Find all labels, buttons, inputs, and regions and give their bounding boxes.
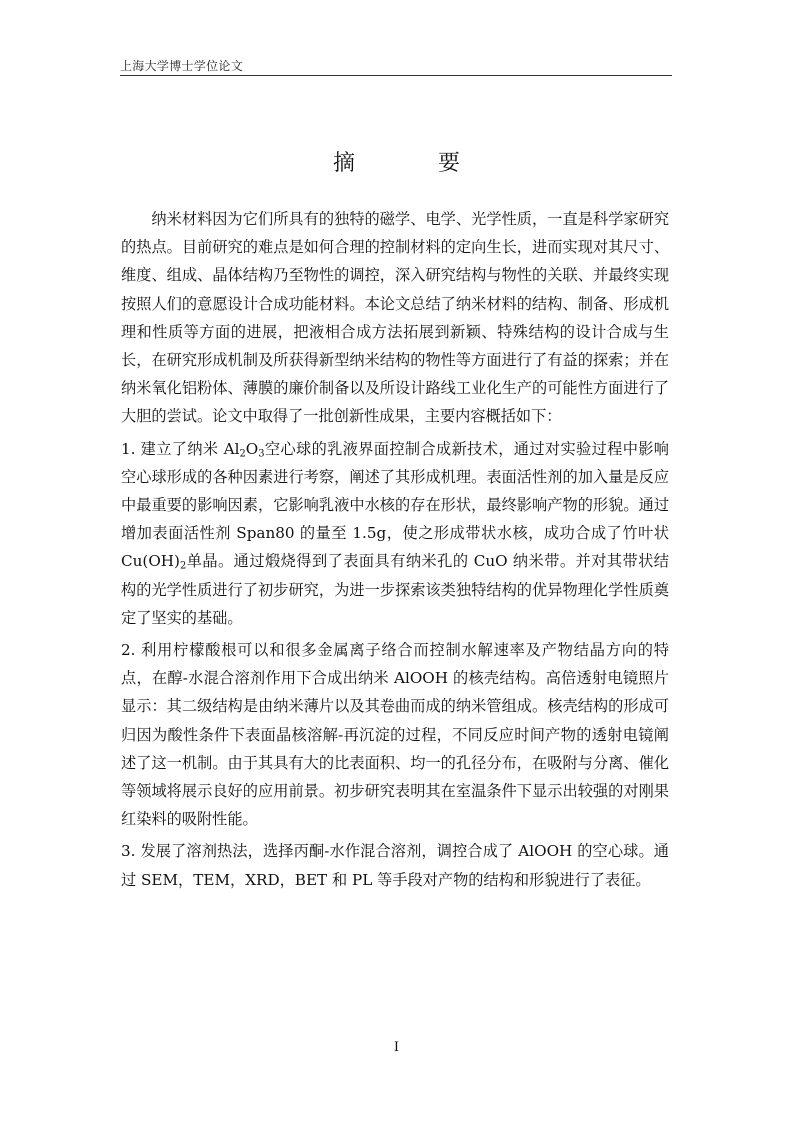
item-1-paragraph <box>121 435 669 632</box>
page-number: I <box>393 1040 400 1055</box>
header-title: 上海大学博士学位论文 <box>120 59 244 73</box>
abstract-title: 摘 要 <box>333 151 498 176</box>
item-1-text-c: 空心球的乳液界面控制合成新技术，通过对实验过程中影响空心球形成的各种因素进行考察，阐述了其形成机理。表面活性剂的加入量是反应中最重要的影响因素，它影响乳液中水核的存在形状，最终影响产物的形貌。通过增加表面活性剂 Span80 的量至 1.5g，使之形成带状水核，成功合成了竹叶状 Cu(OH) <box>121 439 669 571</box>
item-1-sub-3: 2 <box>179 560 187 572</box>
item-3-paragraph: 3. 发展了溶剂热法，选择丙酮-水作混合溶剂，调控合成了 AlOOH 的空心球。通过 SEM，TEM，XRD，BET 和 PL 等手段对产物的结构和形貌进行了表征。 <box>121 842 669 889</box>
intro-paragraph: 纳米材料因为它们所具有的独特的磁学、电学、光学性质，一直是科学家研究的热点。目前研究的难点是如何合理的控制材料的定向生长，进而实现对其尺寸、维度、组成、晶体结构乃至物性的调控，深入研究结构与物性的关联、并最终实现按照人们的意愿设计合成功能材料。本论文总结了纳米材料的结构、制备、形成机理和性质等方面的进展，把液相合成方法拓展到新颖、特殊结构的设计合成与生长，在研究形成机制及所获得新型纳米结构的物性等方面进行了有益的探索；并在纳米氧化铝粉体、薄膜的廉价制备以及所设计路线工业化生产的可能性方面进行了大胆的尝试。论文中取得了一批创新性成果，主要内容概括如下： <box>121 210 669 426</box>
abstract-body <box>121 205 669 894</box>
item-1-text-b: O <box>245 439 259 458</box>
item-1-text-d: 单晶。通过煅烧得到了表面具有纳米孔的 CuO 纳米带。并对其带状结构的光学性质进行了初步研究，为进一步探索该类独特结构的优异物理化学性质奠定了坚实的基础。 <box>121 552 669 627</box>
item-1-text-a: 1. 建立了纳米 Al <box>121 439 240 458</box>
item-1-sub-1: 2 <box>239 448 246 460</box>
item-2-paragraph: 2. 利用柠檬酸根可以和很多金属离子络合而控制水解速率及产物结晶方向的特点，在醇-水混合溶剂作用下合成出纳米 AlOOH 的核壳结构。高倍透射电镜照片显示：其二级结构是由纳米薄片以及其卷曲而成的纳米管组成。核壳结构的形成可归因为酸性条件下表面晶核溶解-再沉淀的过程，不同反应时间产物的透射电镜阐述了这一机制。由于其具有大的比表面积、均一的孔径分布，在吸附与分离、催化等领域将展示良好的应用前景。初步研究表明其在室温条件下显示出较强的对刚果红染料的吸附性能。 <box>121 641 669 829</box>
item-1-sub-2: 3 <box>258 448 265 460</box>
page-header <box>120 55 672 76</box>
